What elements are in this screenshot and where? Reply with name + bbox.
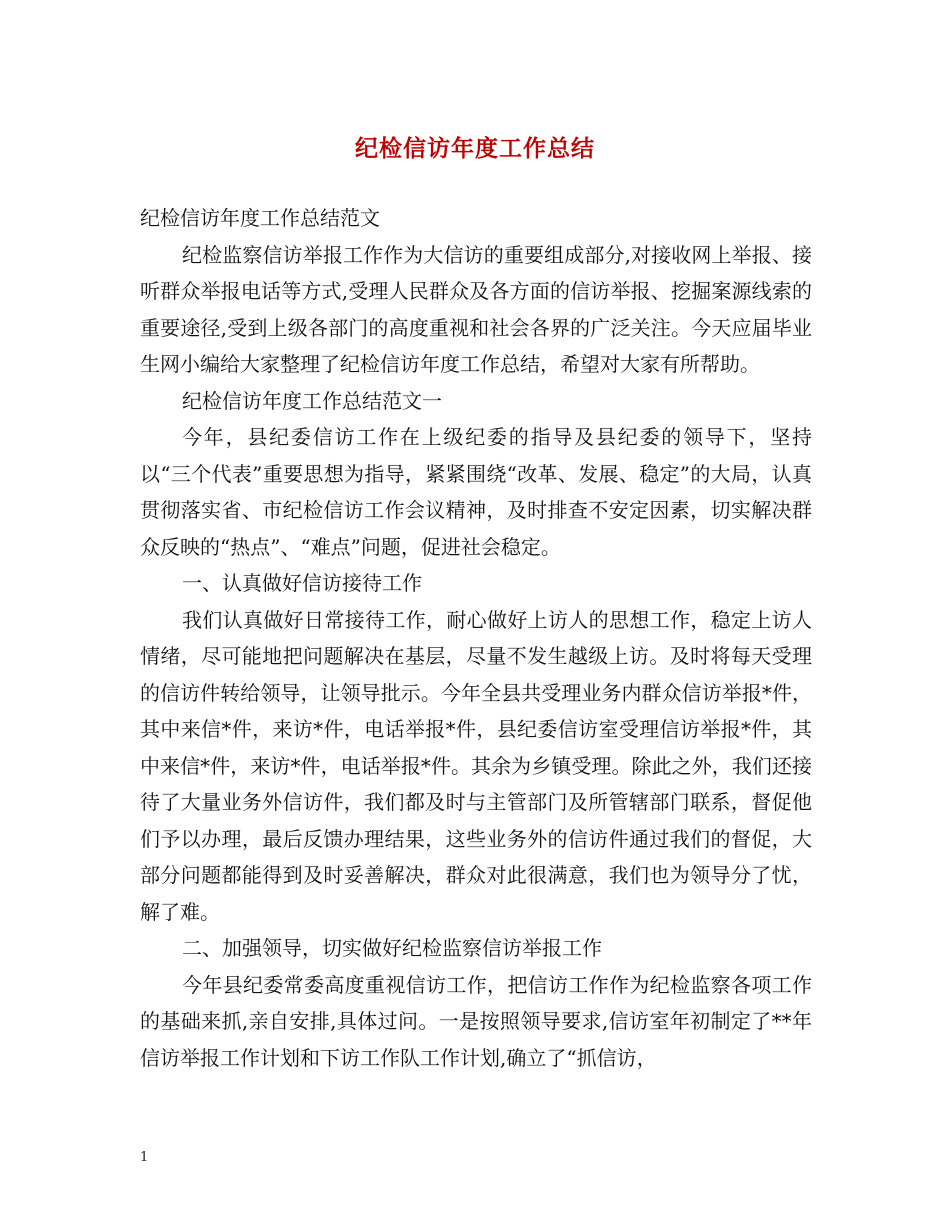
section-heading: 一、认真做好信访接待工作: [182, 571, 422, 595]
section-heading: 纪检信访年度工作总结范文一: [182, 388, 442, 413]
section-heading: 二、加强领导，切实做好纪检监察信访举报工作: [182, 936, 602, 960]
paragraph: 今年县纪委常委高度重视信访工作，把信访工作作为纪检监察各项工作的基础来抓,亲自安排,具体过问。一是按照领导要求,信访室年初制定了**年信访举报工作计划和下访工作队工作计划,确立了“抓信访，: [140, 972, 812, 1070]
document-title: 纪检信访年度工作总结: [355, 135, 595, 162]
paragraph: 我们认真做好日常接待工作，耐心做好上访人的思想工作，稳定上访人情绪，尽可能地把问题解决在基层，尽量不发生越级上访。及时将每天受理的信访件转给领导，让领导批示。今年全县共受理业务内群众信访举报*件，其中来信*件，来访*件，电话举报*件，县纪委信访室受理信访举报*件，其中来信*件，来访*件，电话举报*件。其余为乡镇受理。除此之外，我们还接待了大量业务外信访件，我们都及时与主管部门及所管辖部门联系，督促他们予以办理，最后反馈办理结果，这些业务外的信访件通过我们的督促，大部分问题都能得到及时妥善解决，群众对此很满意，我们也为领导分了忧，解了难。: [140, 607, 812, 924]
paragraph: 今年，县纪委信访工作在上级纪委的指导及县纪委的领导下，坚持以“三个代表”重要思想为指导，紧紧围绕“改革、发展、稳定”的大局，认真贯彻落实省、市纪检信访工作会议精神，及时排查不安定因素，切实解决群众反映的“热点”、“难点”问题，促进社会稳定。: [140, 425, 812, 559]
page-number: 1: [140, 1150, 149, 1165]
paragraph: 纪检信访年度工作总结范文: [140, 206, 380, 230]
document-body: [140, 200, 812, 1076]
paragraph: 纪检监察信访举报工作作为大信访的重要组成部分,对接收网上举报、接听群众举报电话等方式,受理人民群众及各方面的信访举报、挖掘案源线索的重要途径,受到上级各部门的高度重视和社会各界的广泛关注。今天应届毕业生网小编给大家整理了纪检信访年度工作总结，希望对大家有所帮助。: [140, 242, 812, 376]
